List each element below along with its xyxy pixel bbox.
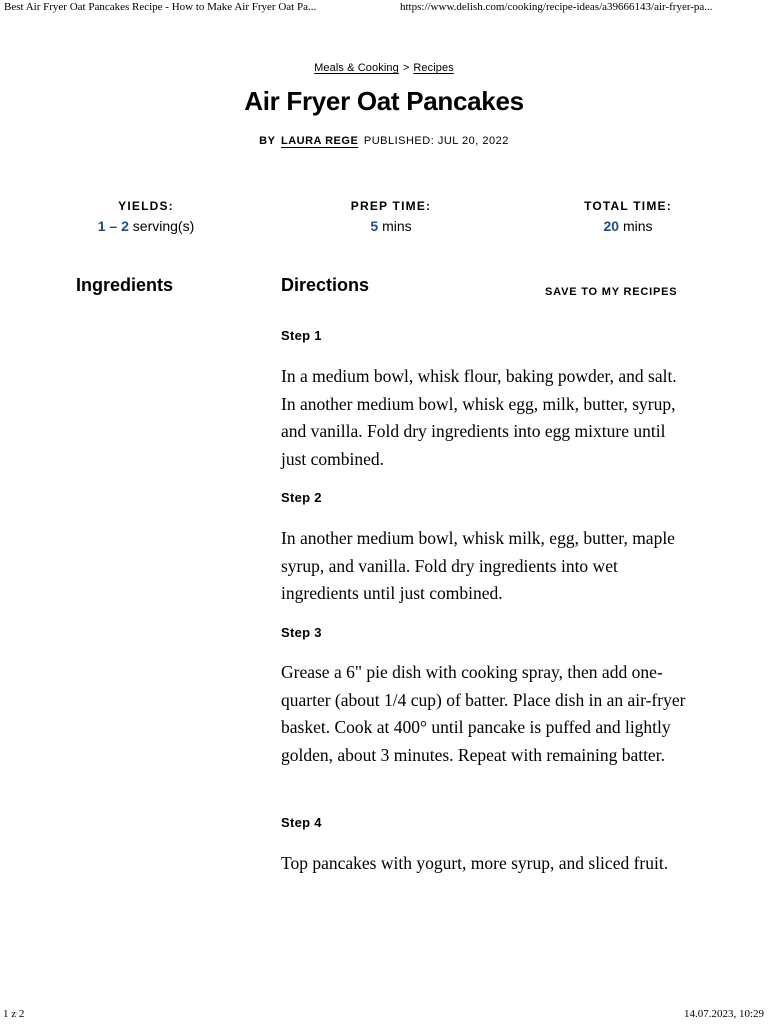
step-4-text: Top pancakes with yogurt, more syrup, and sliced fruit.	[281, 853, 669, 873]
step-3-text: Grease a 6" pie dish with cooking spray, then add one-quarter (about 1/4 cup) of batter. Place dish in an air-fryer basket. Cook at 400° until pancake is puffed and lightly golden, about 3 minutes. Repeat with remaining batter.	[281, 662, 686, 766]
step-2-text: In another medium bowl, whisk milk, egg, butter, maple syrup, and vanilla. Fold dry ingredients into wet ingredients until just combined.	[281, 528, 675, 604]
directions-heading: Directions	[281, 275, 370, 295]
print-datetime: 14.07.2023, 10:29	[683, 1008, 764, 1020]
yields-value-row	[46, 218, 246, 234]
step-4-label: Step 4	[281, 815, 322, 830]
step-1-text: In a medium bowl, whisk flour, baking powder, and salt. In another medium bowl, whisk egg, milk, butter, syrup, and vanilla. Fold dry ingredients into egg mixture until just combined.	[281, 366, 677, 470]
prep-time-info	[291, 199, 491, 234]
print-page-number: 1 z 2	[3, 1008, 25, 1020]
yields-info	[46, 199, 246, 234]
print-header	[0, 0, 768, 16]
total-time-info	[528, 199, 728, 234]
step-3-label: Step 3	[281, 625, 322, 640]
page-title: Air Fryer Oat Pancakes	[244, 86, 524, 116]
total-time-unit: mins	[622, 218, 653, 234]
prep-time-unit: mins	[382, 218, 412, 234]
yields-label: YIELDS:	[118, 199, 174, 213]
breadcrumb-link-meals-cooking[interactable]: Meals & Cooking	[314, 62, 399, 74]
published-date: PUBLISHED: JUL 20, 2022	[363, 135, 509, 147]
byline	[0, 135, 768, 147]
ingredients-heading: Ingredients	[76, 275, 174, 295]
prep-time-label: PREP TIME:	[350, 199, 432, 213]
step-2-label: Step 2	[281, 490, 322, 505]
step-1-label: Step 1	[281, 328, 322, 343]
save-to-my-recipes-button[interactable]: SAVE TO MY RECIPES	[545, 286, 678, 298]
print-page-url: https://www.delish.com/cooking/recipe-ideas/a39666143/air-fryer-pa...	[400, 1, 713, 13]
byline-prefix: BY	[259, 135, 276, 147]
prep-time-value: 5	[370, 218, 379, 234]
breadcrumb-separator: >	[402, 62, 410, 74]
total-time-value-row	[528, 218, 728, 234]
breadcrumb-link-recipes[interactable]: Recipes	[413, 62, 454, 74]
breadcrumb	[0, 62, 768, 74]
author-link[interactable]: LAURA REGE	[280, 135, 359, 147]
print-page-title: Best Air Fryer Oat Pancakes Recipe - How to Make Air Fryer Oat Pa...	[4, 1, 317, 13]
prep-time-value-row	[291, 218, 491, 234]
total-time-value: 20	[603, 218, 620, 234]
yields-unit: serving(s)	[132, 218, 195, 234]
yields-value: 1 – 2	[97, 218, 129, 234]
total-time-label: TOTAL TIME:	[584, 199, 672, 213]
print-footer	[0, 1008, 768, 1024]
